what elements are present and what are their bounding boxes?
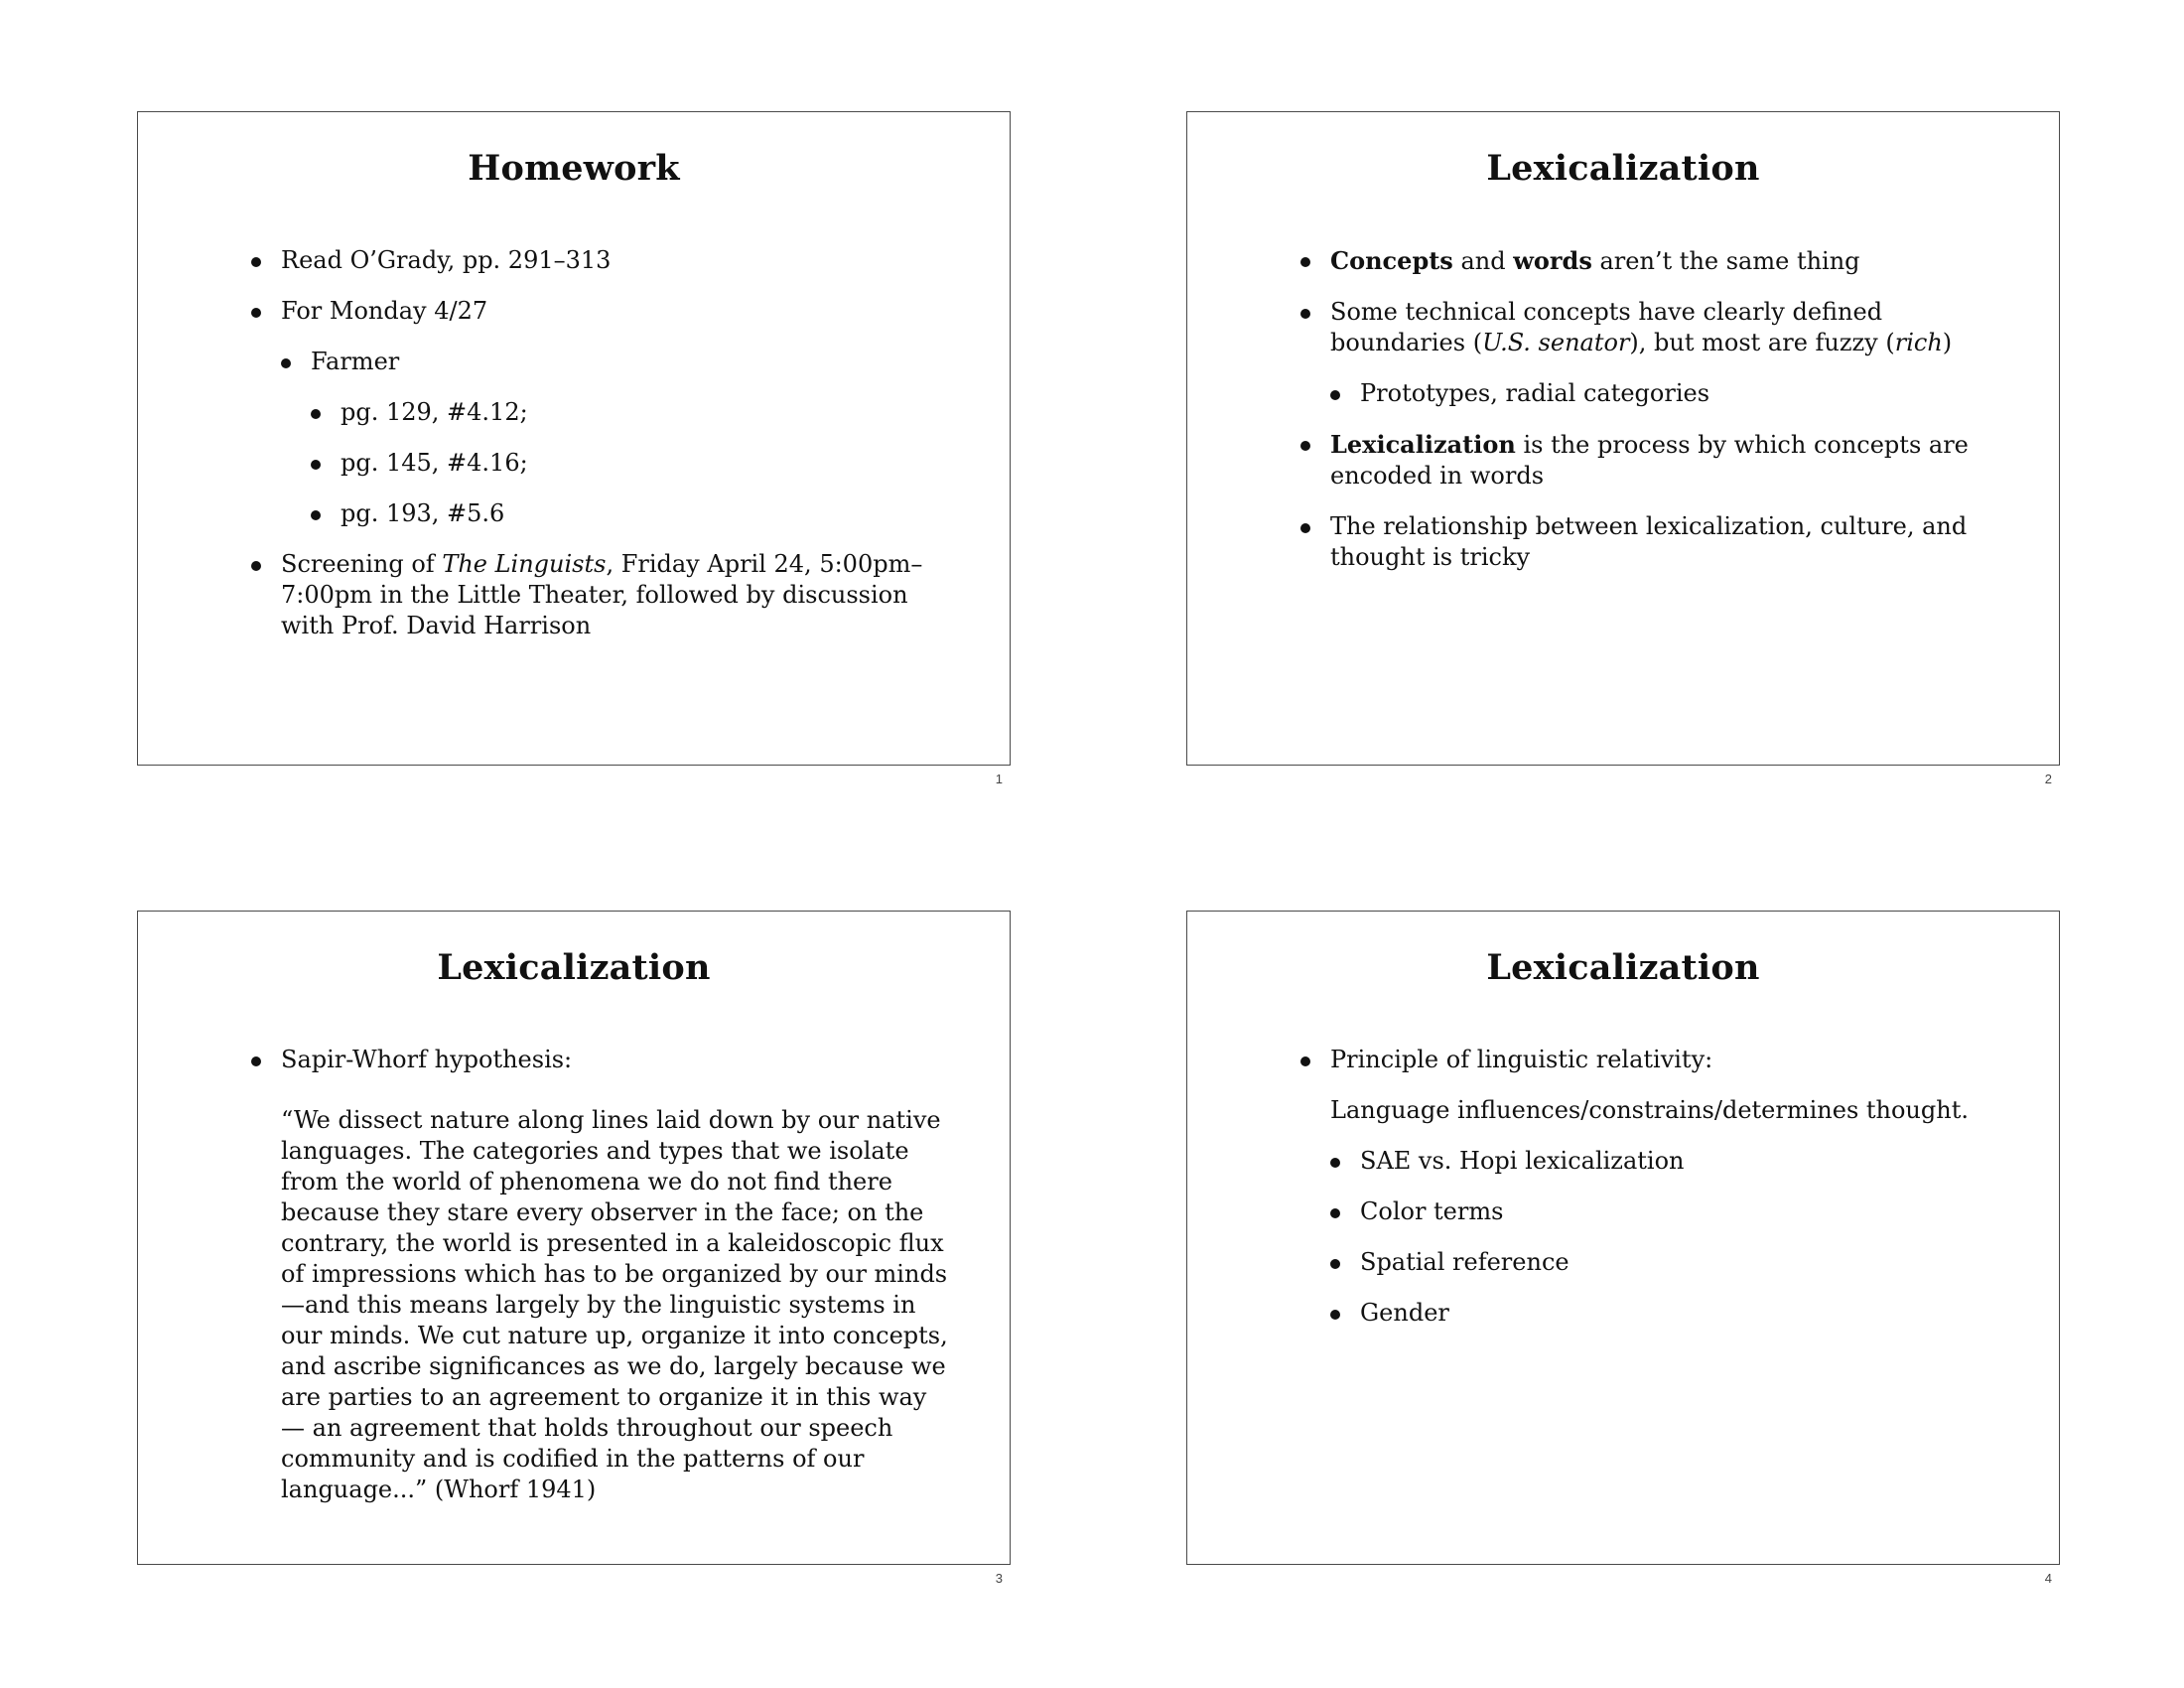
screening-text-post: , Friday April 24, 5:00pm–7:00pm in the Little Theater, followed by discussion with Prof. David Harrison — [281, 550, 923, 639]
slide-body — [1300, 245, 1999, 593]
slide-1 — [137, 111, 1011, 786]
bullet-boundaries — [1300, 297, 1999, 358]
bullet-exercise-1: pg. 129, #4.12; — [311, 397, 950, 428]
example-us-senator: U.S. senator — [1482, 329, 1630, 356]
text-and: and — [1452, 247, 1514, 275]
bullet-monday: For Monday 4/27 — [251, 296, 950, 327]
whorf-quote: “We dissect nature along lines laid down by our native languages. The categories and types that we isolate from the world of phenomena we do not find there because they stare every observer in the face; on the contrary, the world is presented in a kaleidoscopic flux of impressions which has to be organized by our minds —and this means largely by the linguistic systems in our minds. We cut nature up, organize it into concepts, and ascribe significances as we do, largely because we are parties to an agreement to organize it in this way — an agreement that holds throughout our speech community and is codified in the patterns of our language...” (Whorf 1941) — [281, 1106, 948, 1503]
bullet-sae-hopi: SAE vs. Hopi lexicalization — [1330, 1146, 1999, 1177]
term-lexicalization: Lexicalization — [1330, 430, 1516, 459]
bullet-relativity: Principle of linguistic relativity: — [1300, 1045, 1999, 1075]
bullet-farmer: Farmer — [281, 347, 950, 377]
page-number: 1 — [995, 772, 1003, 786]
bullet-spatial-reference: Spatial reference — [1330, 1247, 1999, 1278]
term-concepts: Concepts — [1330, 246, 1453, 275]
bullet-list — [251, 1045, 950, 1075]
example-rich: rich — [1894, 329, 1943, 356]
bullet-prototypes: Prototypes, radial categories — [1330, 378, 1999, 409]
bullet-color-terms: Color terms — [1330, 1196, 1999, 1227]
slide-title: Lexicalization — [1486, 148, 1760, 189]
bullet-list — [1300, 245, 1999, 573]
slide-2 — [1186, 111, 2060, 786]
bullet-sapir-whorf: Sapir-Whorf hypothesis: — [251, 1045, 950, 1075]
term-words: words — [1513, 246, 1592, 275]
bullet-list — [1300, 1045, 1999, 1075]
boundaries-text-mid: ), but most are fuzzy ( — [1629, 329, 1895, 356]
screening-text-pre: Screening of — [281, 550, 443, 578]
slide-3 — [137, 911, 1011, 1586]
slide-title: Lexicalization — [1486, 947, 1760, 988]
page-number: 2 — [2044, 772, 2052, 786]
page-number: 4 — [2044, 1571, 2052, 1586]
text-not-same: aren’t the same thing — [1591, 247, 1860, 275]
bullet-lexicalization-def — [1300, 429, 1999, 492]
slide-title: Homework — [468, 148, 680, 189]
bullet-gender: Gender — [1330, 1298, 1999, 1329]
bullet-list — [251, 245, 950, 641]
slide-body — [1300, 1045, 1999, 1348]
boundaries-text-post: ) — [1942, 329, 1953, 356]
slide-4 — [1186, 911, 2060, 1586]
boundaries-text-pre: Some technical concepts have clearly defined boundaries ( — [1330, 298, 1883, 356]
bullet-exercise-2: pg. 145, #4.16; — [311, 448, 950, 479]
bullet-reading: Read O’Grady, pp. 291–313 — [251, 245, 950, 276]
bullet-screening — [251, 549, 950, 641]
bullet-relationship: The relationship between lexicalization, culture, and thought is tricky — [1300, 511, 1999, 573]
slide-title: Lexicalization — [437, 947, 711, 988]
slide-body — [251, 1045, 950, 1505]
sub-bullet-list — [1300, 1146, 1999, 1329]
slide-body — [251, 245, 950, 661]
definition-text: is the process by which concepts are encoded in words — [1330, 431, 1969, 490]
relativity-statement: Language influences/constrains/determines thought. — [1330, 1096, 1969, 1124]
screening-film-title: The Linguists — [442, 550, 607, 578]
page-number: 3 — [995, 1571, 1003, 1586]
bullet-concepts-words — [1300, 245, 1999, 277]
bullet-exercise-3: pg. 193, #5.6 — [311, 498, 950, 529]
